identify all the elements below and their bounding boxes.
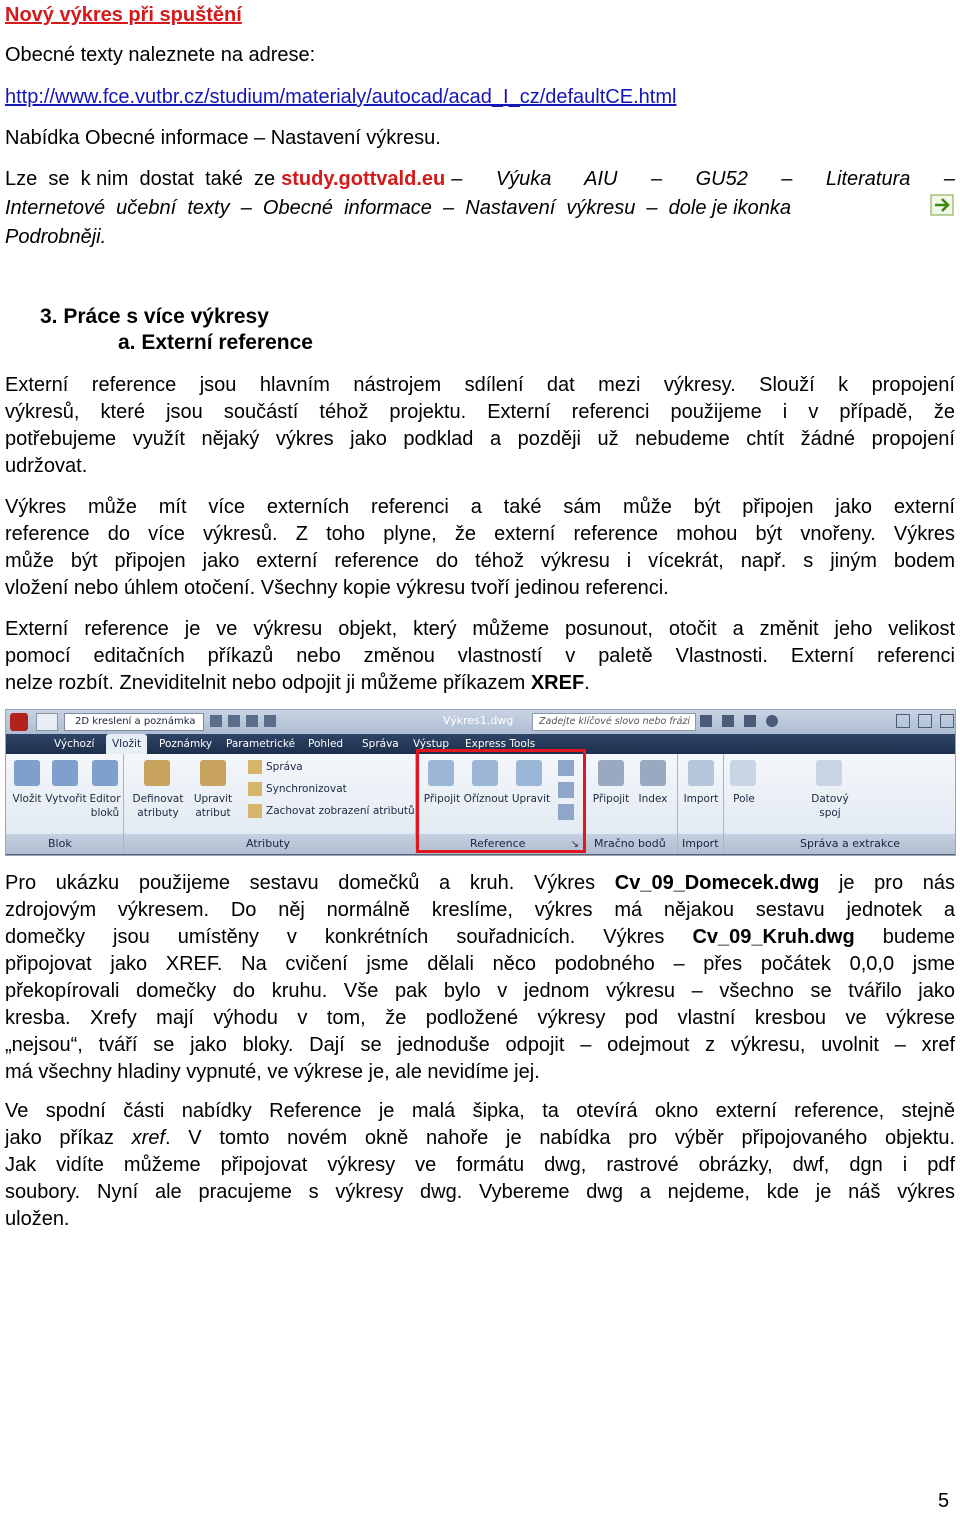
paragraph-text: je pro nás	[819, 872, 956, 894]
data-link-icon[interactable]	[816, 760, 842, 786]
paragraph-line: Externí reference je ve výkresu objekt, který můžeme posunout, otočit a změnit jeho velikost	[5, 618, 955, 640]
panel-mracno-bodu	[586, 754, 678, 854]
dialog-launcher-icon[interactable]: ↘	[570, 839, 579, 850]
paragraph-line: Externí reference jsou hlavním nástrojem sdílení dat mezi výkresy. Slouží k propojení	[5, 374, 955, 396]
point-cloud-index-button[interactable]: Index	[638, 793, 668, 805]
paragraph-line	[5, 924, 955, 951]
paragraph-line: kresba. Xrefy mají výhodu v tom, že podložené výkresy pod vlastní kresbou ve výkrese	[5, 1007, 955, 1029]
app-logo-icon	[10, 713, 28, 731]
panel-title: Blok	[6, 834, 123, 854]
print-icon[interactable]	[228, 715, 240, 727]
point-cloud-attach-button[interactable]: Připojit	[592, 793, 630, 805]
insert-button[interactable]: Vložit	[12, 793, 42, 805]
quick-access-icon[interactable]	[36, 713, 58, 731]
paragraph-text: jako příkaz	[5, 1127, 114, 1149]
intro-line: Obecné texty naleznete na adrese:	[5, 44, 316, 66]
paragraph-line: Výkres může mít více externích referenci a také sám může být připojen jako externí	[5, 496, 955, 518]
field-icon[interactable]	[730, 760, 756, 786]
exchange-icon[interactable]	[744, 715, 756, 727]
search-input[interactable]: Zadejte klíčové slovo nebo frázi	[532, 713, 696, 731]
edit-attribute-button[interactable]: Upravit atribut	[193, 793, 233, 819]
window-controls	[866, 714, 954, 730]
panel-import	[678, 754, 724, 854]
paragraph	[5, 494, 955, 602]
paragraph-line: potřebujeme využít nějaký výkres jako podklad a později už nebudeme chtít žádné propojení	[5, 428, 955, 450]
command-name: XREF	[530, 672, 585, 694]
panel-title: Reference	[416, 834, 585, 854]
panel-title: Atributy	[124, 834, 415, 854]
quick-access-toolbar	[210, 715, 330, 729]
paragraph-text: . V tomto novém okně nahoře je nabídka pro výběr připojovaného objektu.	[165, 1127, 956, 1149]
arrow-right-icon[interactable]	[930, 194, 954, 216]
data-link-button[interactable]: Datový spoj	[811, 793, 849, 819]
tab-poznamky[interactable]: Poznámky	[159, 738, 213, 750]
panel-title: Mračno bodů	[586, 834, 677, 854]
define-attributes-icon[interactable]	[144, 760, 170, 786]
edit-attribute-icon[interactable]	[200, 760, 226, 786]
tab-pohled[interactable]: Pohled	[308, 738, 344, 750]
point-cloud-index-icon[interactable]	[640, 760, 666, 786]
retain-display-button[interactable]: Zachovat zobrazení atributů	[266, 805, 415, 817]
tab-vychozi[interactable]: Výchozí	[54, 738, 95, 750]
tab-express-tools[interactable]: Express Tools	[465, 738, 536, 750]
edit-reference-button[interactable]: Upravit	[511, 793, 551, 805]
paragraph-line: soubory. Nyní ale pracujeme s výkresy dwg. Vybereme dwg a nejdeme, kde je náš výkres	[5, 1181, 955, 1203]
import-icon[interactable]	[688, 760, 714, 786]
close-icon[interactable]	[940, 714, 954, 728]
paragraph-text: Pro ukázku použijeme sestavu domečků a kruh. Výkres	[5, 872, 615, 894]
paragraph-line: může být připojen jako externí reference do téhož výkresu i vícekrát, např. s jiným bodem	[5, 550, 955, 572]
synchronize-button[interactable]: Synchronizovat	[266, 783, 347, 795]
undo-icon[interactable]	[246, 715, 258, 727]
star-icon[interactable]	[722, 715, 734, 727]
binoculars-icon[interactable]	[700, 715, 712, 727]
block-editor-icon[interactable]	[92, 760, 118, 786]
intro-path-line: Internetové učební texty – Obecné informace – Nastavení výkresu – dole je ikonka	[5, 197, 791, 219]
panel-atributy	[124, 754, 416, 854]
site-name: study.gottvald.eu	[281, 168, 446, 190]
paragraph-line: Jak vidíte můžeme připojovat výkresy ve formátu dwg, rastrové obrázky, dwf, dgn i pdf	[5, 1154, 955, 1176]
paragraph-text: domečky jsou umístěny v konkrétních souřadnicích. Výkres	[5, 926, 693, 948]
restore-icon[interactable]	[918, 714, 932, 728]
redo-icon[interactable]	[264, 715, 276, 727]
sync-icon	[248, 782, 262, 796]
help-toolbar	[700, 715, 820, 729]
attach-button[interactable]: Připojit	[423, 793, 461, 805]
paragraph-line: má všechny hladiny vypnuté, ve výkrese je, ale nevidíme jej.	[5, 1061, 540, 1083]
file-name: Cv_09_Domecek.dwg	[614, 872, 820, 894]
manage-attributes-button[interactable]: Správa	[266, 761, 303, 773]
paragraph-line: Ve spodní části nabídky Reference je malá šipka, ta otevírá okno externí reference, stejně	[5, 1100, 955, 1122]
field-button[interactable]: Pole	[733, 793, 755, 805]
minimize-icon[interactable]	[896, 714, 910, 728]
paragraph-line: připojovat jako XREF. Na cvičení jsme dělali něco podobného – přes počátek 0,0,0 jsme	[5, 953, 955, 975]
highlight-box	[416, 749, 586, 853]
import-button[interactable]: Import	[683, 793, 719, 805]
create-block-icon[interactable]	[52, 760, 78, 786]
paragraph-line: udržovat.	[5, 455, 88, 477]
workspace-label: 2D kreslení a poznámka	[75, 716, 196, 727]
tab-parametricke[interactable]: Parametrické	[226, 738, 296, 750]
define-attributes-button[interactable]: Definovat atributy	[132, 793, 184, 819]
paragraph-line: pomocí editačních příkazů nebo změnou vlastností v paletě Vlastnosti. Externí referenci	[5, 645, 955, 667]
paragraph-line: překopírovali domečky do kruhu. Vše pak bylo v jednom výkresu – všechno se tvářilo jako	[5, 980, 955, 1002]
section-heading: 3. Práce s více výkresy	[40, 305, 269, 328]
paragraph-line: zdrojovým výkresem. Do něj normálně kreslíme, výkres má nějakou sestavu jednotek a	[5, 899, 955, 921]
paragraph-text: budeme	[854, 926, 955, 948]
panel-sprava-extrakce	[724, 754, 956, 854]
tab-sprava[interactable]: Správa	[362, 738, 399, 750]
paragraph	[5, 616, 955, 697]
panel-title: Správa a extrakce	[724, 834, 956, 854]
paragraph	[5, 870, 955, 1086]
manage-icon	[248, 760, 262, 774]
paragraph-line: uložen.	[5, 1208, 70, 1230]
clip-button[interactable]: Oříznout	[463, 793, 509, 805]
file-name: Cv_09_Kruh.dwg	[692, 926, 855, 948]
reference-link[interactable]: http://www.fce.vutbr.cz/studium/materialy/autocad/acad_I_cz/defaultCE.html	[5, 86, 677, 108]
panel-blok	[6, 754, 124, 854]
intro-line: Nabídka Obecné informace – Nastavení výkresu.	[5, 127, 441, 149]
help-icon[interactable]	[766, 715, 778, 727]
intro-text: Lze se k nim dostat také ze	[5, 168, 276, 190]
paragraph-line	[5, 870, 955, 897]
panel-title: Import	[678, 834, 723, 854]
tab-vystup[interactable]: Výstup	[413, 738, 450, 750]
paragraph-line: „nejsou“, tváří se jako bloky. Dají se jednoduše odpojit – odejmout z výkresu, uvolnit – xref	[5, 1034, 955, 1056]
command-name: xref	[131, 1127, 165, 1149]
paragraph-line: vložení nebo úhlem otočení. Všechny kopie výkresu tvoří jedinou referenci.	[5, 577, 669, 599]
paragraph-line	[5, 1125, 955, 1152]
retain-icon	[248, 804, 262, 818]
workspace-select[interactable]	[64, 713, 204, 731]
block-editor-button[interactable]: Editor bloků	[89, 793, 121, 819]
paragraph-line: výkresů, které jsou součástí téhož projektu. Externí referenci použijeme i v případě, že	[5, 401, 955, 423]
intro-text: – Výuka AIU – GU52 – Literatura –	[451, 168, 955, 190]
paragraph	[5, 372, 955, 480]
paragraph-line	[5, 670, 955, 697]
insert-block-icon[interactable]	[14, 760, 40, 786]
drawing-title: Výkres1.dwg	[443, 714, 514, 727]
divider	[6, 854, 955, 856]
intro-line: Podrobněji.	[5, 226, 107, 248]
intro-path-line	[5, 166, 955, 193]
tab-vlozit[interactable]: Vložit	[106, 734, 147, 754]
paragraph-text: nelze rozbít. Zneviditelnit nebo odpojit ji můžeme příkazem	[5, 672, 526, 694]
subsection-heading: a. Externí reference	[118, 331, 313, 354]
paragraph	[5, 1098, 955, 1233]
create-button[interactable]: Vytvořit	[45, 793, 87, 805]
page-number: 5	[938, 1490, 950, 1512]
paragraph-text: .	[584, 672, 590, 694]
point-cloud-attach-icon[interactable]	[598, 760, 624, 786]
save-icon[interactable]	[210, 715, 222, 727]
paragraph-line: reference do více výkresů. Z toho plyne, že externí reference mohou být vnořeny. Výkres	[5, 523, 955, 545]
page-title: Nový výkres při spuštění	[5, 4, 242, 26]
